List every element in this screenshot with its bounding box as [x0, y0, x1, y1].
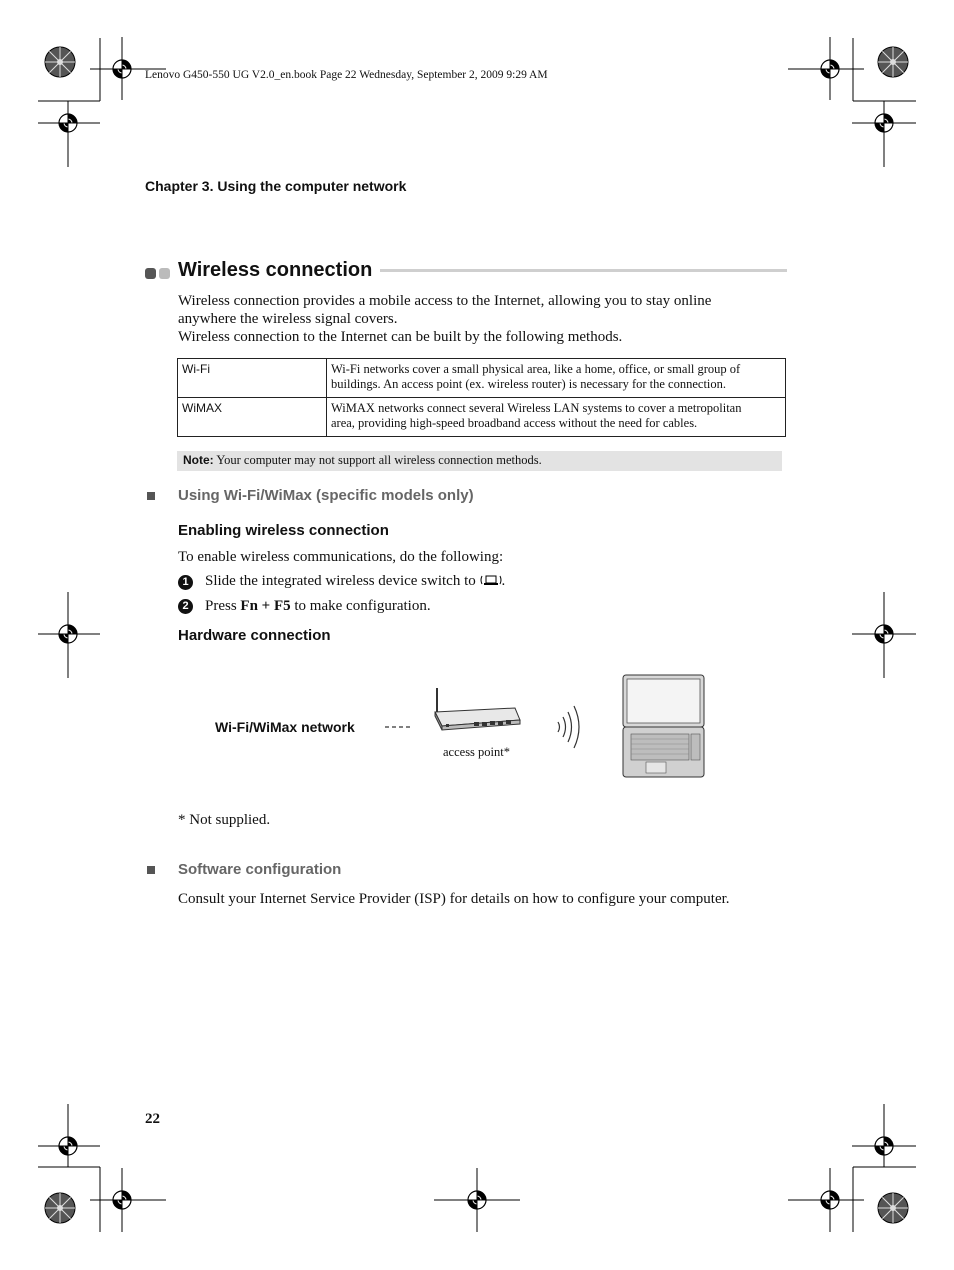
page-number: 22: [145, 1111, 160, 1127]
step-number-2: 2: [178, 599, 193, 614]
laptop-icon: [621, 674, 706, 778]
note-text: Your computer may not support all wireless connection methods.: [213, 453, 542, 467]
methods-table: [177, 358, 786, 437]
description-line: Wi-Fi networks cover a small physical area, like a home, office, or small group of: [331, 362, 741, 376]
wifi-heading: Using Wi-Fi/WiMax (specific models only): [178, 487, 474, 504]
wireless-switch-icon: [480, 573, 502, 587]
footnote: * Not supplied.: [178, 812, 271, 828]
section-header: [145, 259, 787, 283]
note-label: Note:: [183, 453, 214, 467]
step-number-1: 1: [178, 575, 193, 590]
print-header: Lenovo G450-550 UG V2.0_en.book Page 22 Wednesday, September 2, 2009 9:29 AM: [145, 69, 548, 81]
method-name: WiMAX: [178, 398, 327, 437]
step-2-keys: Fn + F5: [240, 598, 291, 614]
section-title: Wireless connection: [178, 259, 373, 281]
method-description: [327, 359, 786, 398]
description-line: buildings. An access point (ex. wireless router) is necessary for the connection.: [331, 376, 727, 391]
software-heading: Software configuration: [178, 861, 342, 878]
enabling-heading: Enabling wireless connection: [178, 522, 389, 539]
section-rule: [380, 269, 787, 272]
software-text: Consult your Internet Service Provider (ISP) for details on how to configure your computer.: [178, 891, 730, 907]
intro-paragraph: [178, 292, 778, 346]
square-bullet-icon: [147, 492, 155, 500]
square-bullet-icon: [147, 866, 155, 874]
router-icon: [432, 686, 524, 734]
intro-line: Wireless connection provides a mobile access to the Internet, allowing you to stay online: [178, 293, 712, 309]
step-2-prefix: Press: [205, 598, 241, 614]
section-bullet-icon: [145, 266, 173, 284]
intro-line: anywhere the wireless signal covers.: [178, 311, 398, 327]
table-row: [178, 359, 786, 398]
enabling-intro: To enable wireless communications, do the following:: [178, 549, 504, 565]
step-1: [205, 573, 505, 590]
step-2-suffix: to make configuration.: [290, 598, 431, 614]
step-2: [205, 598, 431, 615]
chapter-title: Chapter 3. Using the computer network: [145, 178, 407, 194]
method-description: [327, 398, 786, 437]
method-name: Wi-Fi: [178, 359, 327, 398]
access-point-label: access point*: [443, 745, 510, 759]
network-label: Wi-Fi/WiMax network: [215, 719, 355, 735]
description-line: area, providing high-speed broadband access without the need for cables.: [331, 415, 698, 430]
wireless-waves-icon: [552, 702, 588, 752]
dashed-connector: [385, 722, 415, 732]
description-line: WiMAX networks connect several Wireless LAN systems to cover a metropolitan: [331, 401, 742, 415]
hardware-heading: Hardware connection: [178, 627, 331, 644]
note-box: [177, 451, 782, 471]
step-1-text: Slide the integrated wireless device switch to: [205, 573, 476, 589]
intro-line: Wireless connection to the Internet can be built by the following methods.: [178, 329, 623, 345]
step-1-end: .: [501, 573, 506, 589]
table-row: [178, 398, 786, 437]
